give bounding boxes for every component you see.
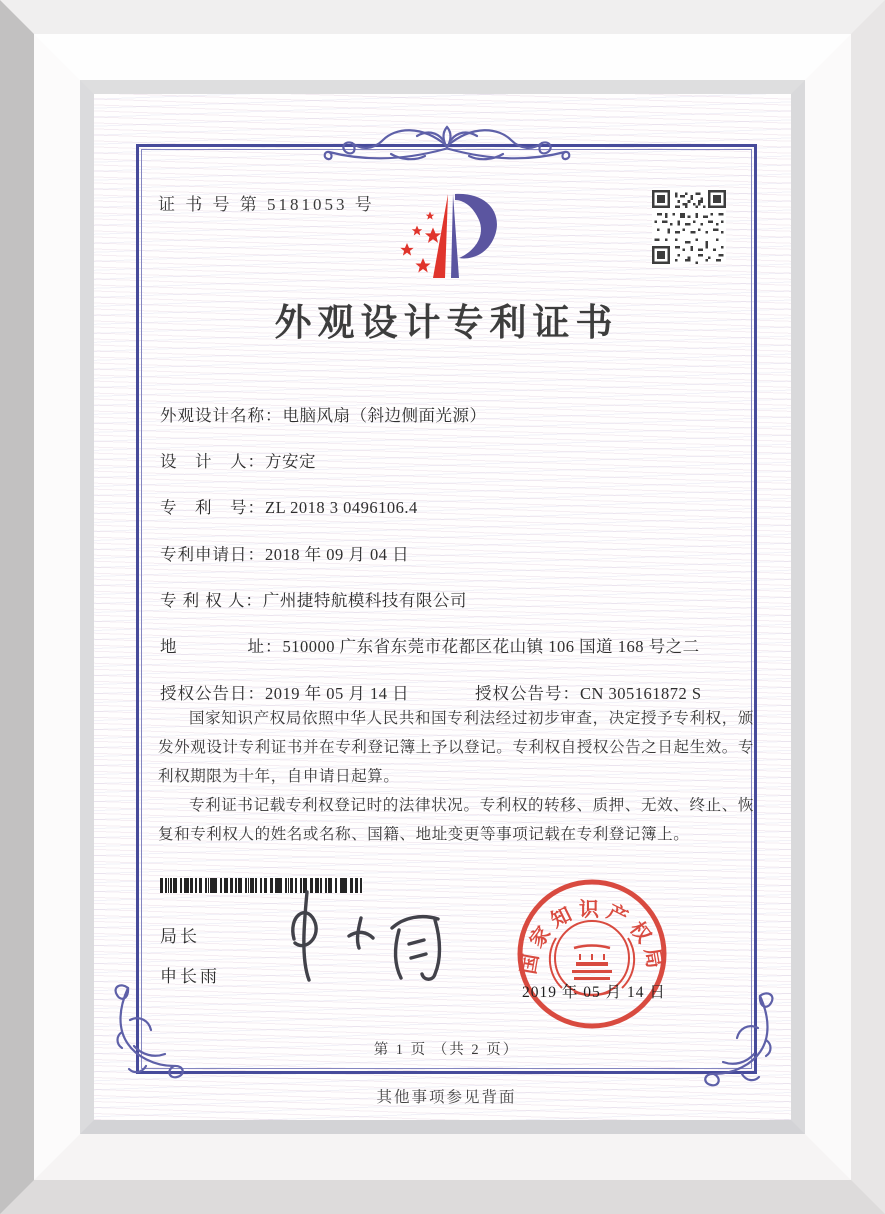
field-label: 专利申请日：	[160, 545, 265, 564]
qr-code-icon	[652, 190, 726, 264]
director-signature-icon	[264, 884, 474, 989]
footer-note: 其他事项参见背面	[376, 1089, 517, 1106]
grant-number-group	[475, 680, 702, 704]
legal-text	[158, 704, 754, 849]
legal-paragraph-2: 专利证书记载专利权登记时的法律状况。专利权的转移、质押、无效、终止、恢复和专利权人的姓名或名称、国籍、地址变更等事项记载在专利登记簿上。	[158, 797, 754, 843]
field-patent-number	[160, 494, 418, 518]
field-patentee	[160, 587, 467, 611]
legal-paragraph-1: 国家知识产权局依照中华人民共和国专利法经过初步审查，决定授予专利权，颁发外观设计专利证书并在专利登记簿上予以登记。专利权自授权公告之日起生效。专利权期限为十年，自申请日起算。	[158, 710, 754, 785]
field-label: 授权公告号：	[475, 684, 580, 703]
seal-date: 2019 年 05 月 14 日	[522, 984, 666, 1001]
seal-ring-text: 国家知识产权局	[517, 899, 667, 976]
field-label: 授权公告日：	[160, 684, 265, 703]
frame-inner-lip	[34, 34, 851, 1180]
certificate-title: 外观设计专利证书	[274, 303, 619, 344]
field-designer	[160, 448, 316, 472]
certificate-number: 证 书 号 第 5181053 号	[158, 195, 375, 214]
field-label: 地 址：	[160, 637, 283, 656]
mat-shadow	[80, 80, 805, 1134]
field-value: 广州捷特航模科技有限公司	[262, 591, 467, 610]
field-value: 510000 广东省东莞市花都区花山镇 106 国道 168 号之二	[282, 637, 700, 656]
field-value: 2019 年 05 月 14 日	[265, 684, 410, 703]
signer-post: 局长	[160, 927, 200, 946]
signer-name: 申长雨	[160, 967, 220, 986]
field-address	[160, 633, 700, 657]
field-value: ZL 2018 3 0496106.4	[265, 498, 418, 517]
field-label: 设 计 人：	[160, 452, 265, 471]
certificate-paper	[94, 94, 791, 1120]
field-value: 2018 年 09 月 04 日	[265, 545, 410, 564]
field-value: 方安定	[265, 452, 316, 471]
field-grant-row	[160, 680, 720, 704]
field-filing-date	[160, 541, 409, 565]
bottom-left-flourish-ornament	[106, 982, 206, 1082]
field-label: 专 利 号：	[160, 498, 265, 517]
top-flourish-ornament	[321, 116, 573, 172]
field-label: 外观设计名称：	[160, 406, 283, 425]
field-value: 电脑风扇（斜边侧面光源）	[282, 406, 487, 425]
field-design-name	[160, 402, 487, 426]
national-ip-office-seal-icon	[514, 876, 670, 1032]
field-label: 专 利 权 人：	[160, 591, 263, 610]
field-value: CN 305161872 S	[580, 684, 702, 703]
page-info: 第 1 页 （共 2 页）	[373, 1042, 520, 1058]
cnipa-logo-icon	[393, 188, 505, 284]
